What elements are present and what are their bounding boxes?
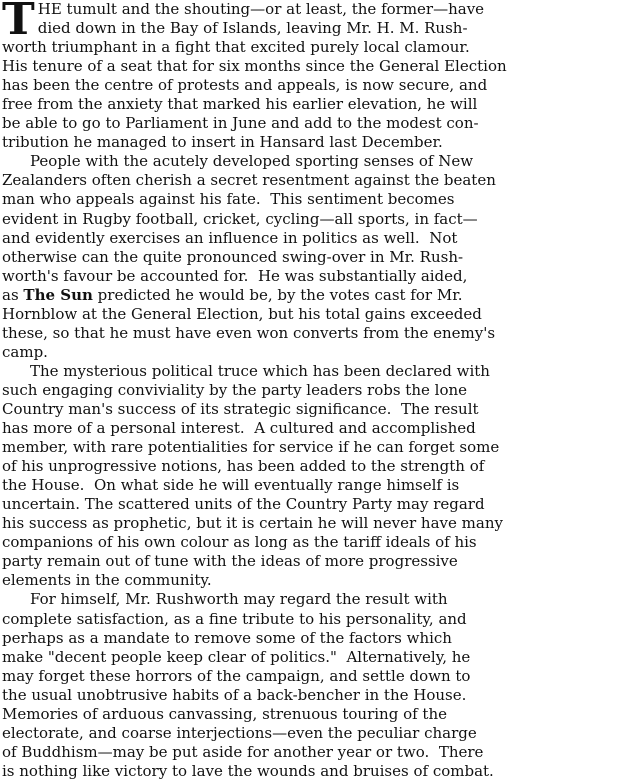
article-paragraph xyxy=(2,152,615,362)
drop-cap: T xyxy=(2,0,35,45)
text-line: make "decent people keep clear of politics." Alternatively, he xyxy=(2,647,471,666)
article-paragraph xyxy=(2,362,615,591)
text-line: evident in Rugby football, cricket, cycling—all sports, in fact— xyxy=(2,209,478,228)
text-line: companions of his own colour as long as the tariff ideals of his xyxy=(2,533,477,552)
text-line: free from the anxiety that marked his earlier elevation, he will xyxy=(2,95,478,114)
text-line: otherwise can the quite pronounced swing-over in Mr. Rush- xyxy=(2,247,464,266)
text-line: the House. On what side he will eventually range himself is xyxy=(2,476,460,495)
text-line: the usual unobtrusive habits of a back-bencher in the House. xyxy=(2,685,467,704)
text-line: as The Sun predicted he would be, by the votes cast for Mr. xyxy=(2,285,463,304)
text-line: uncertain. The scattered units of the Country Party may regard xyxy=(2,495,485,514)
text-line: party remain out of tune with the ideas of more progressive xyxy=(2,552,458,571)
text-line: Hornblow at the General Election, but his total gains exceeded xyxy=(2,304,482,323)
text-line: worth triumphant in a fight that excited purely local clamour. xyxy=(2,38,470,57)
text-line: these, so that he must have even won converts from the enemy's xyxy=(2,323,496,342)
text-line: and evidently exercises an influence in politics as well. Not xyxy=(2,228,458,247)
text-line: camp. xyxy=(2,342,48,361)
text-line: For himself, Mr. Rushworth may regard the result with xyxy=(30,590,448,609)
text-line: Country man's success of its strategic significance. The result xyxy=(2,399,479,418)
text-line: elements in the community. xyxy=(2,571,212,590)
text-line: such engaging conviviality by the party leaders robs the lone xyxy=(2,380,468,399)
text-line: is nothing like victory to lave the wounds and bruises of combat. xyxy=(2,761,494,780)
text-line: HE tumult and the shouting—or at least, the former—have xyxy=(37,0,485,18)
article-paragraph xyxy=(2,0,615,152)
text-line: perhaps as a mandate to remove some of the factors which xyxy=(2,628,452,647)
newspaper-name: The Sun xyxy=(23,285,93,304)
text-line: died down in the Bay of Islands, leaving Mr. H. M. Rush- xyxy=(37,19,468,38)
text-line: man who appeals against his fate. This sentiment becomes xyxy=(2,190,455,209)
text-line: People with the acutely developed sporting senses of New xyxy=(30,152,474,171)
text-line: may forget these horrors of the campaign, and settle down to xyxy=(2,666,471,685)
text-line: Zealanders often cherish a secret resentment against the beaten xyxy=(2,171,496,190)
text-line: of his unprogressive notions, has been added to the strength of xyxy=(2,457,485,476)
text-line: His tenure of a seat that for six months since the General Election xyxy=(2,57,507,76)
text-line: worth's favour be accounted for. He was substantially aided, xyxy=(2,266,468,285)
text-line: member, with rare potentialities for service if he can forget some xyxy=(2,438,500,457)
text-line: of Buddhism—may be put aside for another year or two. There xyxy=(2,742,484,761)
text-line: tribution he managed to insert in Hansard last December. xyxy=(2,133,443,152)
text-line: The mysterious political truce which has been declared with xyxy=(30,361,490,380)
text-line: be able to go to Parliament in June and add to the modest con- xyxy=(2,114,479,133)
text-line: has more of a personal interest. A cultured and accomplished xyxy=(2,419,476,438)
text-line: complete satisfaction, as a fine tribute to his personality, and xyxy=(2,609,467,628)
text-line: his success as prophetic, but it is certain he will never have many xyxy=(2,514,503,533)
text-line: has been the centre of protests and appeals, is now secure, and xyxy=(2,76,488,95)
text-line: Memories of arduous canvassing, strenuous touring of the xyxy=(2,704,447,723)
text-line: electorate, and coarse interjections—even the peculiar charge xyxy=(2,723,477,742)
article-body xyxy=(2,0,615,781)
article-paragraph xyxy=(2,590,615,780)
